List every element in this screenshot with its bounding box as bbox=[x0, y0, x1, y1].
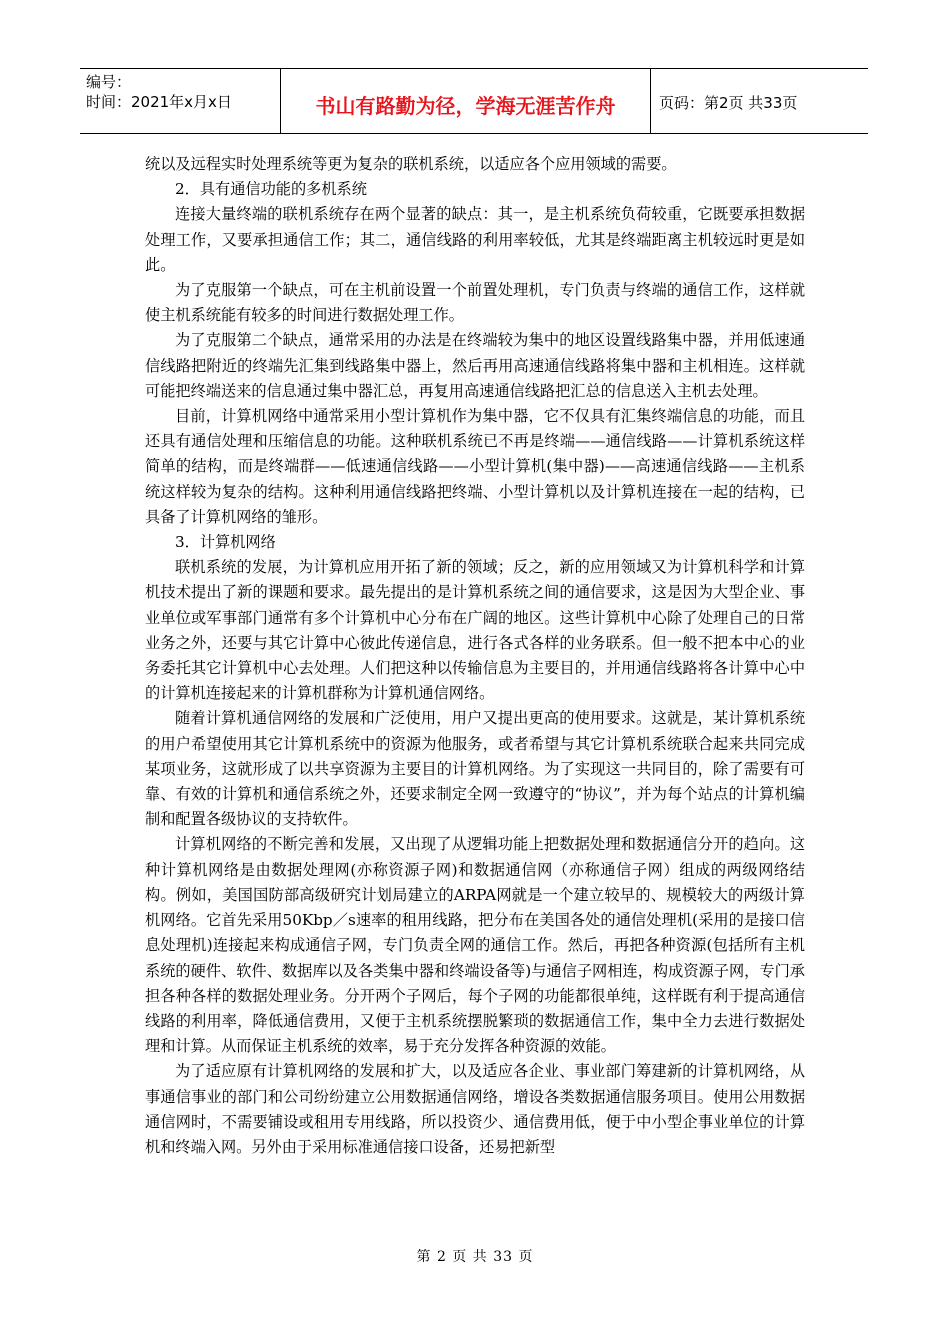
page-header bbox=[80, 68, 868, 134]
document-number-label: 编号： bbox=[86, 73, 132, 91]
paragraph: 随着计算机通信网络的发展和广泛使用，用户又提出更高的使用要求。这就是，某计算机系统的用户希望使用其它计算机系统中的资源为他服务，或者希望与其它计算机系统联合起来共同完成某项业务，这就形成了以共享资源为主要目的计算机网络。为了实现这一共同目的，除了需要有可靠、有效的计算机和通信系统之外，还要求制定全网一致遵守的“协议”，并为每个站点的计算机编制和配置各级协议的支持软件。 bbox=[145, 709, 805, 829]
paragraph: 计算机网络的不断完善和发展，又出现了从逻辑功能上把数据处理和数据通信分开的趋向。这种计算机网络是由数据处理网(亦称资源子网)和数据通信网（亦称通信子网）组成的两级网络结构。例如，美国国防部高级研究计划局建立的ARPA网就是一个建立较早的、规模较大的两级计算机网络。它首先采用50Kbp／s速率的租用线路，把分布在美国各处的通信处理机(采用的是接口信息处理机)连接起来构成通信子网，专门负责全网的通信工作。然后，再把各种资源(包括所有主机系统的硬件、软件、数据库以及各类集中器和终端设备等)与通信子网相连，构成资源子网，专门承担各种各样的数据处理业务。分开两个子网后，每个子网的功能都很单纯，这样既有利于提高通信线路的利用率，降低通信费用，又便于主机系统摆脱繁琐的数据通信工作，集中全力去进行数据处理和计算。从而保证主机系统的效率，易于充分发挥各种资源的效能。 bbox=[145, 835, 805, 1056]
paragraph-continued: 统以及远程实时处理系统等更为复杂的联机系统，以适应各个应用领域的需要。 bbox=[145, 155, 677, 173]
paragraph: 为了克服第一个缺点，可在主机前设置一个前置处理机，专门负责与终端的通信工作，这样就使主机系统能有较多的时间进行数据处理工作。 bbox=[145, 281, 805, 325]
header-meta bbox=[80, 69, 281, 133]
paragraph: 为了适应原有计算机网络的发展和扩大，以及适应各企业、事业部门筹建新的计算机网络，从事通信事业的部门和公司纷纷建立公用数据通信网络，增设各类数据通信服务项目。使用公用数据通信网时，不需要铺设或租用专用线路，所以投资少、通信费用低，便于中小型企事业单位的计算机和终端入网。另外由于采用标准通信接口设备，还易把新型 bbox=[145, 1062, 805, 1156]
document-time-label: 时间：2021年x月x日 bbox=[86, 93, 232, 111]
section-heading: 3．计算机网络 bbox=[175, 533, 276, 552]
paragraph: 为了克服第二个缺点，通常采用的办法是在终端较为集中的地区设置线路集中器，并用低速通信线路把附近的终端先汇集到线路集中器上，然后再用高速通信线路将集中器和主机相连。这样就可能把终端送来的信息通过集中器汇总，再复用高速通信线路把汇总的信息送入主机去处理。 bbox=[145, 331, 805, 400]
page-footer: 第 2 页 共 33 页 bbox=[416, 1249, 534, 1265]
paragraph: 连接大量终端的联机系统存在两个显著的缺点：其一，是主机系统负荷较重，它既要承担数据处理工作，又要承担通信工作；其二，通信线路的利用率较低，尤其是终端距离主机较远时更是如此。 bbox=[145, 205, 805, 274]
header-motto: 书山有路勤为径，学海无涯苦作舟 bbox=[281, 69, 651, 133]
section-heading: 2．具有通信功能的多机系统 bbox=[175, 180, 367, 199]
paragraph: 联机系统的发展，为计算机应用开拓了新的领域；反之，新的应用领域又为计算机科学和计算机技术提出了新的课题和要求。最先提出的是计算机系统之间的通信要求，这是因为大型企业、事业单位或军事部门通常有多个计算机中心分布在广阔的地区。这些计算机中心除了处理自己的日常业务之外，还要与其它计算中心彼此传递信息，进行各式各样的业务联系。但一般不把本中心的业务委托其它计算机中心去处理。人们把这种以传输信息为主要目的，并用通信线路将各计算中心中的计算机连接起来的计算机群称为计算机通信网络。 bbox=[145, 558, 805, 703]
document-body bbox=[145, 152, 805, 1160]
header-page-info: 页码：第2页 共33页 bbox=[659, 93, 798, 112]
paragraph: 目前，计算机网络中通常采用小型计算机作为集中器，它不仅具有汇集终端信息的功能，而且还具有通信处理和压缩信息的功能。这种联机系统已不再是终端——通信线路——计算机系统这样简单的结构，而是终端群——低速通信线路——小型计算机(集中器)——高速通信线路——主机系统这样较为复杂的结构。这种利用通信线路把终端、小型计算机以及计算机连接在一起的结构，已具备了计算机网络的雏形。 bbox=[145, 407, 805, 526]
